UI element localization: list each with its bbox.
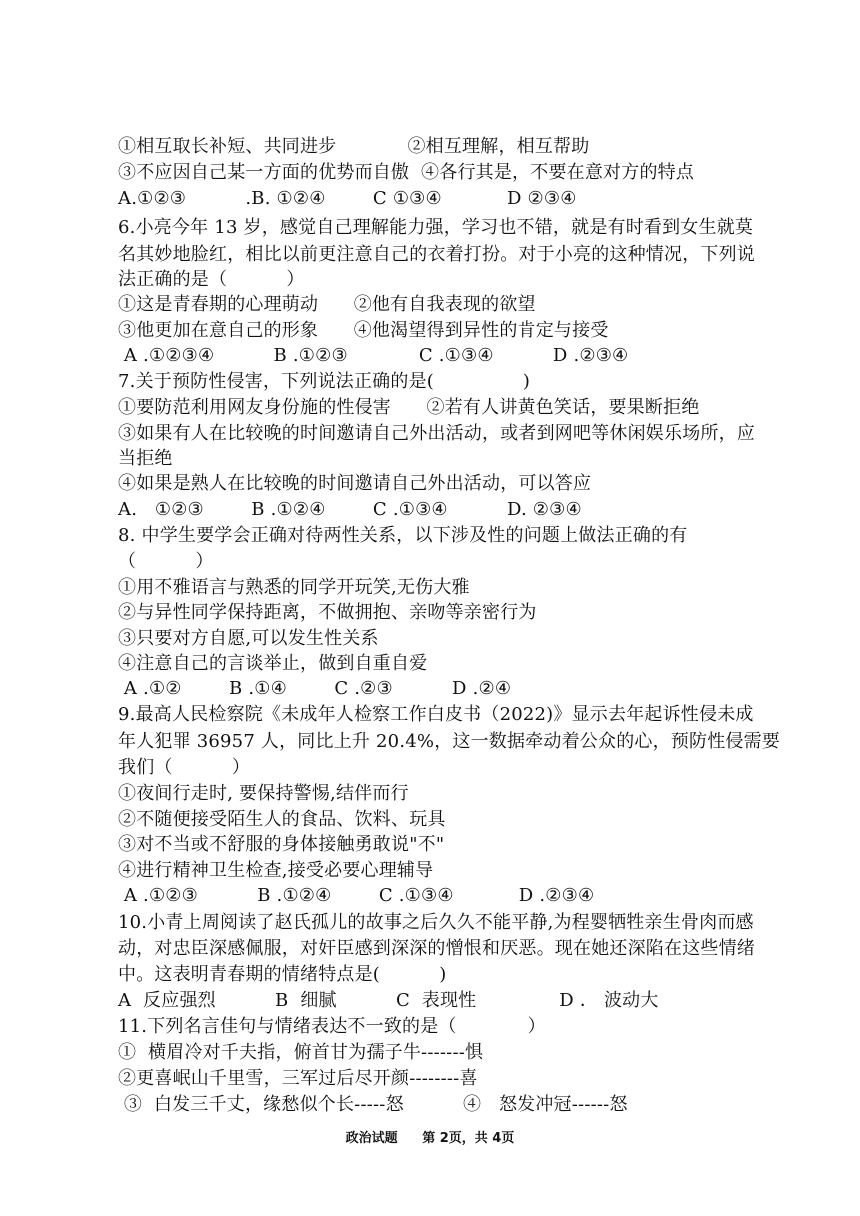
question-9-text: 我们（ ） — [118, 757, 251, 778]
option-line: ③ 白发三千丈，缘愁似个长-----怒 ④ 怒发冲冠------怒 — [118, 1094, 628, 1115]
footer-subject: 政治试题 — [345, 1131, 398, 1146]
answer-choices: A .①②③④ B .①②③ C .①③④ D .②③④ — [118, 345, 629, 366]
option-line: ③他更加在意自己的形象 ④他渴望得到异性的肯定与接受 — [118, 320, 609, 341]
option-line: ①要防范利用网友身份施的性侵害 ②若有人讲黄色笑话，要果断拒绝 — [118, 397, 700, 418]
option-line: ④进行精神卫生检查,接受必要心理辅导 — [118, 860, 434, 881]
page-footer — [0, 1127, 860, 1146]
option-line: ④如果是熟人在比较晚的时间邀请自己外出活动，可以答应 — [118, 473, 592, 494]
question-11-text: 11.下列名言佳句与情绪表达不一致的是（ ） — [118, 1016, 546, 1037]
option-line: ③对不当或不舒服的身体接触勇敢说"不" — [118, 834, 445, 855]
question-10-text: 中。这表明青春期的情绪特点是( ) — [118, 964, 447, 985]
option-line: ④注意自己的言谈举止，做到自重自爱 — [118, 653, 428, 674]
option-line: 当拒绝 — [118, 448, 173, 469]
question-6-text: 法正确的是（ ） — [118, 269, 305, 290]
answer-choices: A .①②③ B .①②④ C .①③④ D .②③④ — [118, 885, 595, 906]
question-9-text: 年人犯罪 36957 人，同比上升 20.4%，这一数据牵动着公众的心，预防性侵需要 — [118, 731, 781, 752]
answer-choices: A. ①②③ B .①②④ C .①③④ D. ②③④ — [118, 499, 582, 520]
footer-page-info: 第 2页，共 4页 — [422, 1131, 515, 1146]
question-7-text: 7.关于预防性侵害，下列说法正确的是( ) — [118, 371, 531, 392]
answer-choices: A.①②③ .B. ①②④ C ①③④ D ②③④ — [118, 188, 577, 209]
option-line: ① 横眉冷对千夫指，俯首甘为孺子牛-------惧 — [118, 1042, 484, 1063]
option-line: ①夜间行走时, 要保持警惕,结伴而行 — [118, 783, 409, 804]
question-10-text: 动，对忠臣深感佩服，对奸臣感到深深的憎恨和厌恶。现在她还深陷在这些情绪 — [118, 938, 755, 959]
question-8-text: （ ） — [118, 551, 214, 572]
question-8-text: 8. 中学生要学会正确对待两性关系，以下涉及性的问题上做法正确的有 — [118, 525, 688, 546]
option-line: ①用不雅语言与熟悉的同学开玩笑,无伤大雅 — [118, 577, 470, 598]
answer-choices: A 反应强烈 B 细腻 C 表现性 D ． 波动大 — [118, 990, 659, 1011]
option-line: ②不随便接受陌生人的食品、饮料、玩具 — [118, 809, 446, 830]
answer-choices: A .①② B .①④ C .②③ D .②④ — [118, 678, 512, 699]
option-line: ③只要对方自愿,可以发生性关系 — [118, 628, 379, 649]
option-line: ①这是青春期的心理萌动 ②他有自我表现的欲望 — [118, 294, 536, 315]
option-line: ③不应因自己某一方面的优势而自傲 ④各行其是，不要在意对方的特点 — [118, 162, 695, 183]
option-line: ②更喜岷山千里雪，三军过后尽开颜--------喜 — [118, 1068, 478, 1089]
question-10-text: 10.小青上周阅读了赵氏孤儿的故事之后久久不能平静,为程婴牺牲亲生骨肉而感 — [118, 912, 754, 933]
question-6-text: 名其妙地脸红，相比以前更注意自己的衣着打扮。对于小亮的这种情况，下列说 — [118, 244, 755, 265]
option-line: ②与异性同学保持距离，不做拥抱、亲吻等亲密行为 — [118, 602, 537, 623]
option-line: ③如果有人在比较晚的时间邀请自己外出活动，或者到网吧等休闲娱乐场所，应 — [118, 423, 755, 444]
question-6-text: 6.小亮今年 13 岁，感觉自己理解能力强，学习也不错，就是有时看到女生就莫 — [118, 217, 754, 238]
question-9-text: 9.最高人民检察院《未成年人检察工作白皮书（2022)》显示去年起诉性侵未成 — [118, 704, 754, 725]
option-line: ①相互取长补短、共同进步 ②相互理解，相互帮助 — [118, 136, 590, 157]
